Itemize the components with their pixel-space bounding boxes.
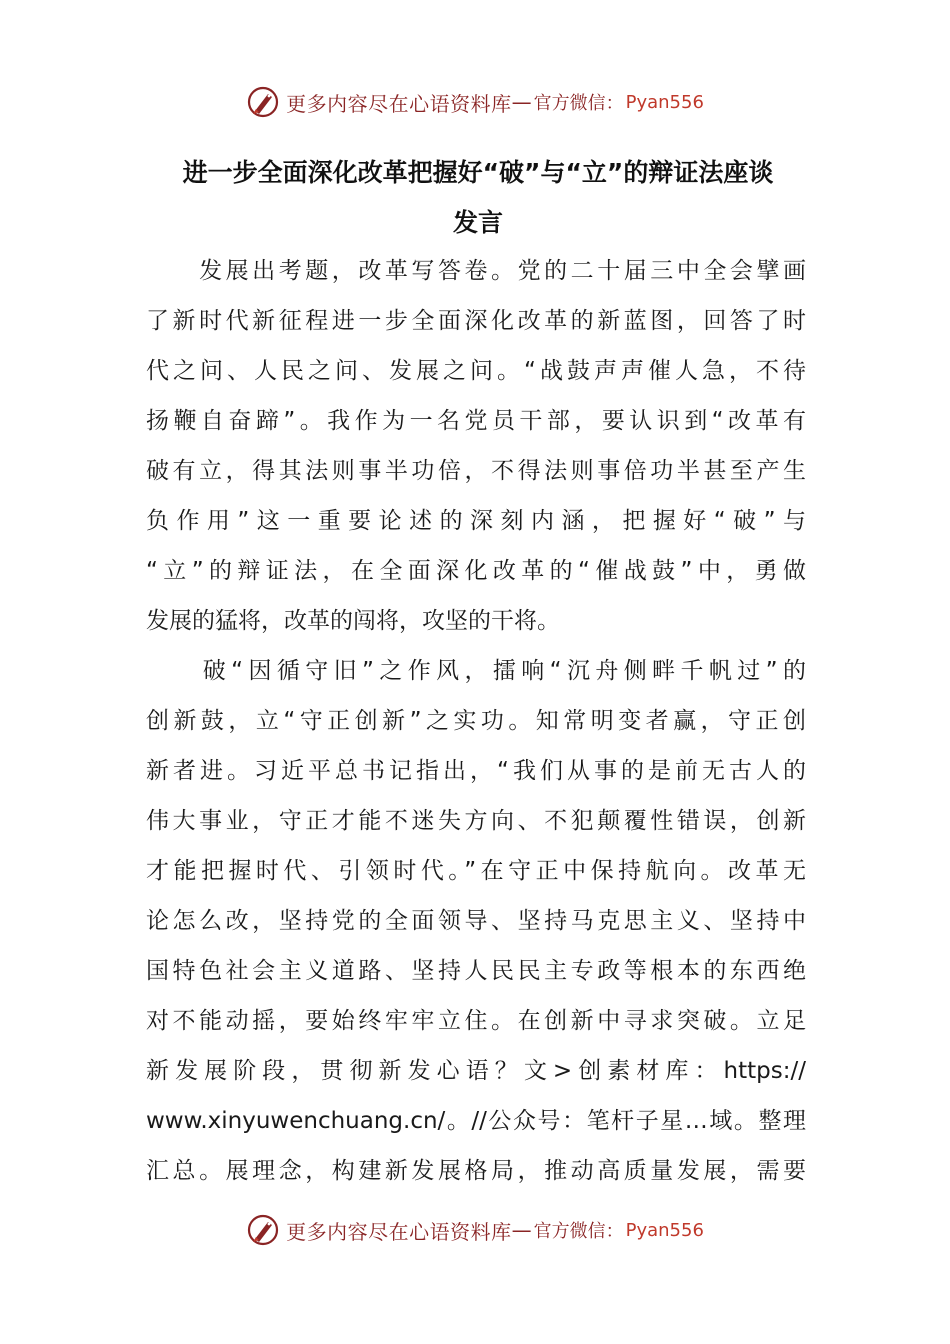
pen-nib-circle-icon: [246, 85, 280, 119]
footer-banner-contact-id: Pyan556: [625, 1219, 704, 1241]
footer-banner: [0, 1208, 950, 1252]
footer-banner-title: 更多内容尽在心语资料库: [286, 1219, 512, 1244]
p2-line-11: 汇总。展理念，构建新发展格局，推动高质量发展，需要: [146, 1158, 806, 1184]
p1-line-6: 负作用”这一重要论述的深刻内涵，把握好“破”与: [146, 508, 806, 534]
p1-line-7: “立”的辩证法，在全面深化改革的“催战鼓”中，勇做: [146, 558, 806, 584]
p2-line-8: 对不能动摇，要始终牢牢立住。在创新中寻求突破。立足: [146, 1008, 806, 1034]
p1-line-1: 发展出考题，改革写答卷。党的二十届三中全会擘画: [146, 258, 806, 284]
p1-line-2: 了新时代新征程进一步全面深化改革的新蓝图，回答了时: [146, 308, 806, 334]
p1-line-3: 代之问、人民之问、发展之问。“战鼓声声催人急，不待: [146, 358, 806, 384]
title-line-2: 发言: [452, 208, 503, 237]
p2-line-3: 新者进。习近平总书记指出，“我们从事的是前无古人的: [146, 758, 806, 784]
p2-line-9: 新发展阶段，贯彻新发心语？文>创素材库：https://: [146, 1058, 806, 1084]
p1-line-4: 扬鞭自奋蹄”。我作为一名党员干部，要认识到“改革有: [146, 408, 806, 434]
p1-line-8: 发展的猛将，改革的闯将，攻坚的干将。: [146, 608, 560, 634]
p2-line-1: 破“因循守旧”之作风，擂响“沉舟侧畔千帆过”的: [146, 658, 806, 684]
p2-line-5: 才能把握时代、引领时代。”在守正中保持航向。改革无: [146, 858, 806, 884]
footer-banner-contact-label: 官方微信：: [533, 1221, 624, 1242]
p2-line-2: 创新鼓，立“守正创新”之实功。知常明变者赢，守正创: [146, 708, 806, 734]
p2-line-10: www.xinyuwenchuang.cn/。//公众号：笔杆子星…域。整理: [146, 1108, 806, 1134]
p2-line-4: 伟大事业，守正才能不迷失方向、不犯颠覆性错误，创新: [146, 808, 806, 834]
footer-banner-separator: —: [511, 1218, 532, 1242]
p1-line-5: 破有立，得其法则事半功倍，不得法则事倍功半甚至产生: [146, 458, 806, 484]
p2-line-7: 国特色社会主义道路、坚持人民民主专政等根本的东西绝: [146, 958, 806, 984]
document-title: [148, 148, 808, 248]
banner-separator: —: [511, 90, 532, 114]
paragraph-2: [146, 646, 806, 1196]
title-line-1: 进一步全面深化改革把握好“破”与“立”的辩证法座谈: [182, 158, 774, 187]
header-banner: [0, 80, 950, 124]
banner-contact-label: 官方微信：: [533, 93, 624, 114]
pen-nib-circle-icon: [246, 1213, 280, 1247]
p2-line-6: 论怎么改，坚持党的全面领导、坚持马克思主义、坚持中: [146, 908, 806, 934]
banner-title: 更多内容尽在心语资料库: [286, 91, 512, 116]
banner-contact-id: Pyan556: [625, 91, 704, 113]
document-body: [146, 246, 806, 1196]
paragraph-1: [146, 246, 806, 646]
